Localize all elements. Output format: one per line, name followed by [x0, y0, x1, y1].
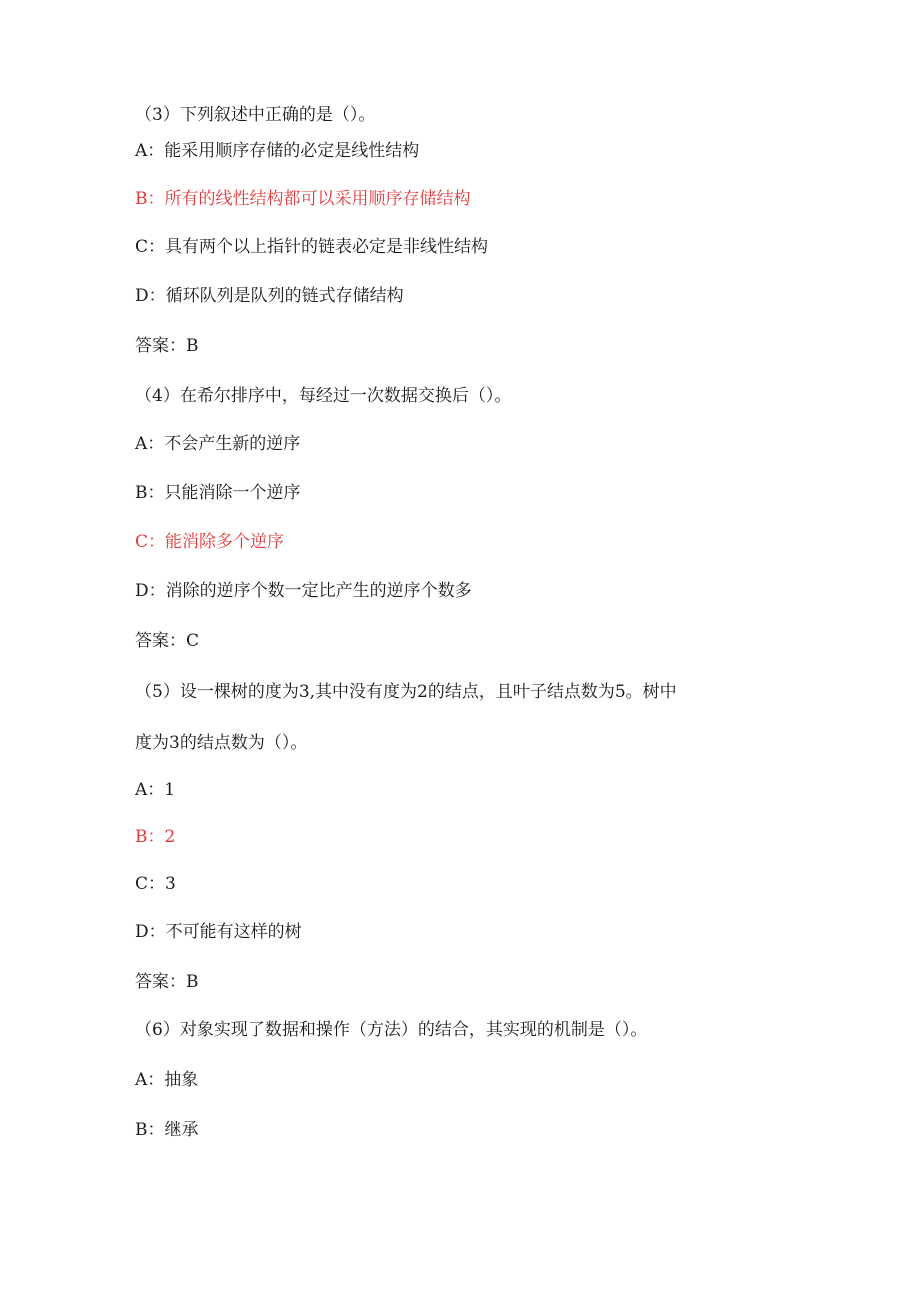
question-5-stem-line-1: （5）设一棵树的度为3,其中没有度为2的结点，且叶子结点数为5。树中: [135, 682, 677, 702]
question-5-stem-line-2: 度为3的结点数为（）。: [135, 733, 308, 753]
question-3-option-b: B：所有的线性结构都可以采用顺序存储结构: [135, 189, 471, 209]
question-4-stem: （4）在希尔排序中，每经过一次数据交换后（）。: [135, 386, 512, 406]
question-3-answer: 答案：B: [135, 336, 199, 356]
question-4-option-d: D：消除的逆序个数一定比产生的逆序个数多: [135, 581, 472, 601]
question-4-option-c: C：能消除多个逆序: [135, 532, 285, 552]
question-6-option-b: B：继承: [135, 1120, 199, 1140]
question-3-option-d: D：循环队列是队列的链式存储结构: [135, 286, 404, 306]
question-3-stem: （3）下列叙述中正确的是（）。: [135, 105, 376, 125]
question-6-option-a: A：抽象: [135, 1070, 199, 1090]
question-5-option-b: B：2: [135, 827, 176, 847]
question-3-option-c: C：具有两个以上指针的链表必定是非线性结构: [135, 237, 489, 257]
question-4-answer: 答案：C: [135, 631, 200, 651]
question-4-option-b: B：只能消除一个逆序: [135, 483, 301, 503]
question-5-answer: 答案：B: [135, 972, 199, 992]
question-3-option-a: A：能采用顺序存储的必定是线性结构: [135, 141, 420, 161]
question-5-option-c: C：3: [135, 874, 176, 894]
question-4-option-a: A：不会产生新的逆序: [135, 434, 301, 454]
question-5-option-a: A：1: [135, 780, 176, 800]
question-6-stem: （6）对象实现了数据和操作（方法）的结合，其实现的机制是（）。: [135, 1020, 648, 1040]
question-5-option-d: D：不可能有这样的树: [135, 922, 302, 942]
